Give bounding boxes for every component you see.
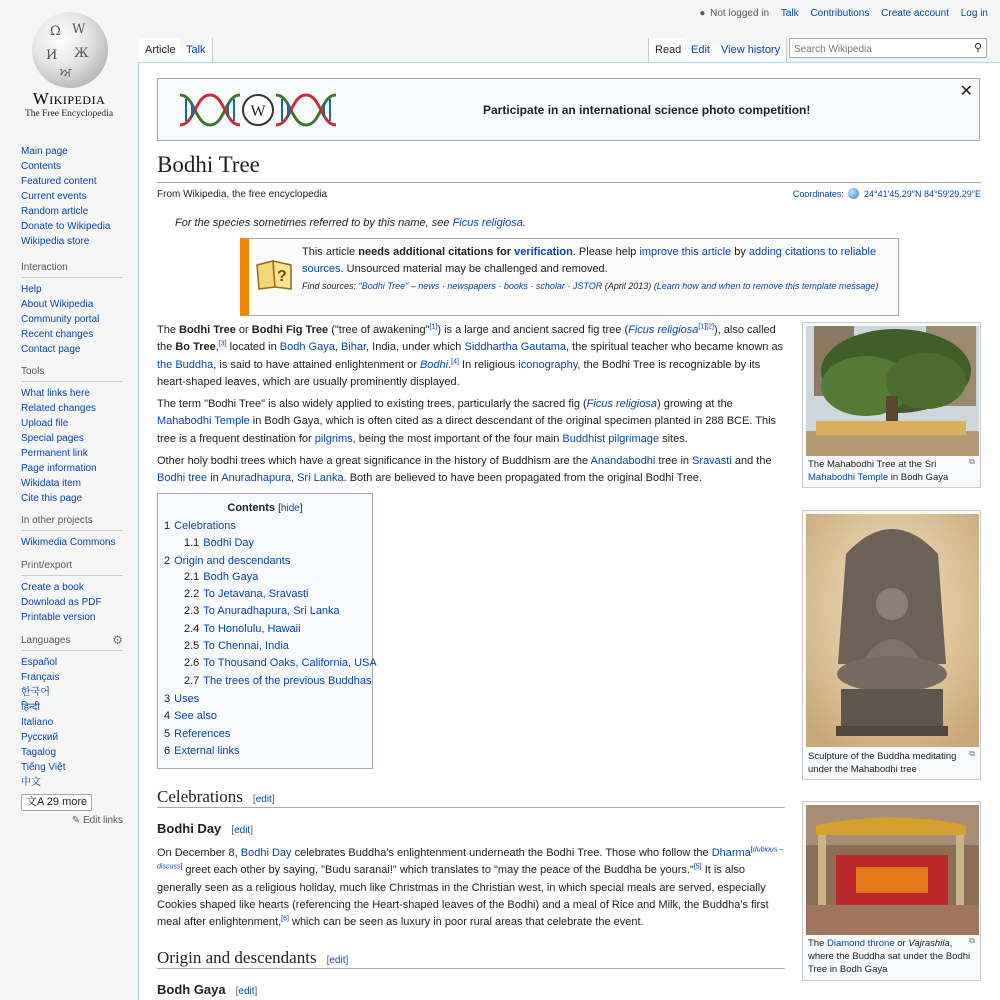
nav-special-pages[interactable]: Special pages	[21, 433, 84, 444]
more-languages-label: 29 more	[46, 796, 88, 808]
diamond-throne-link[interactable]: Diamond throne	[827, 938, 895, 949]
more-languages-button[interactable]	[21, 794, 92, 811]
coordinates-value[interactable]: 24°41′45.29″N 84°59′29.29″E	[863, 189, 981, 199]
toc-item[interactable]: 2.6 To Thousand Oaks, California, USA	[184, 657, 377, 669]
hatnote-link[interactable]: Ficus religiosa	[452, 217, 523, 229]
adding-citations-link[interactable]: adding citations to reliable sources	[302, 246, 877, 275]
section-divider	[157, 807, 785, 808]
nav-languages	[21, 633, 123, 828]
toc-hide-toggle[interactable]: hide	[280, 503, 300, 514]
tools-heading: Tools	[21, 364, 123, 382]
tab-edit[interactable]	[685, 38, 717, 62]
find-jstor[interactable]: JSTOR	[572, 281, 603, 291]
toc-item[interactable]: 2.4 To Honolulu, Hawaii	[184, 623, 301, 635]
tab-view-history[interactable]	[715, 38, 787, 62]
lang-fr[interactable]: Français	[21, 672, 60, 683]
nav-printable-version[interactable]: Printable version	[21, 612, 96, 623]
nav-related-changes[interactable]: Related changes	[21, 403, 97, 414]
coordinates	[793, 188, 981, 199]
site-sub: From Wikipedia, the free encyclopedia	[157, 189, 328, 200]
user-icon: ●	[699, 8, 706, 19]
thumb-caption: The Diamond throne or Vajrashila, where the Buddha sat under the Bodhi Tree in Bodh Gaya	[808, 938, 971, 975]
lang-hi[interactable]: हिन्दी	[21, 702, 40, 713]
nav-download-pdf[interactable]: Download as PDF	[21, 597, 102, 608]
toc-item[interactable]: 2.3 To Anuradhapura, Sri Lanka	[184, 605, 340, 617]
book-question-icon	[255, 259, 295, 291]
dubious-discuss-link[interactable]: dubious – discuss	[157, 846, 784, 871]
section-heading-celebrations: Celebrations [edit]	[157, 787, 275, 806]
contributions-link[interactable]: Contributions	[810, 8, 870, 19]
toc-item[interactable]: 4 See also	[164, 710, 217, 722]
find-bodhi-tree[interactable]: "Bodhi Tree"	[358, 281, 409, 291]
verification-link[interactable]: verification	[514, 246, 573, 258]
bodhi-link[interactable]: Bodhi	[419, 358, 449, 371]
section-divider	[157, 968, 785, 969]
nav-cite-page[interactable]: Cite this page	[21, 493, 83, 504]
banner-message: Participate in an international science photo competition!	[483, 103, 811, 117]
tagline: The Free Encyclopedia	[24, 109, 114, 119]
toc-item[interactable]: 2.5 To Chennai, India	[184, 640, 289, 652]
gear-icon[interactable]: ⚙	[112, 633, 123, 647]
tab-read[interactable]: Read	[648, 38, 688, 62]
svg-text:W: W	[250, 103, 266, 120]
title-divider	[157, 182, 981, 183]
edit-section-link[interactable]: edit	[238, 986, 255, 997]
ref-4[interactable]: [4]	[451, 357, 459, 365]
toc-item[interactable]: 2 Origin and descendants	[164, 555, 291, 567]
nav-upload-file[interactable]: Upload file	[21, 418, 69, 429]
find-close: )	[875, 281, 879, 291]
intro-paragraph-1: The Bodhi Tree or Bodhi Fig Tree ("tree of awakening"[1]) is a large and ancient sacred fig tree (Ficus religiosa[1][2]), also called the Bo Tree,[3] located in Bodh Gaya, Bihar, India, under which Siddhartha Gautama, the spiritual teacher who became known as the Buddha, is said to have attained enlightenment or Bodhi.[4] In religious iconography, the Bodhi Tree is recognizable by its heart-shaped leaves, which are usually prominently displayed.	[157, 323, 784, 388]
hatnote	[175, 217, 526, 229]
wikipedia-logo[interactable]	[0, 0, 138, 130]
section-heading-bodh-gaya: Bodh Gaya [edit]	[157, 982, 258, 997]
tab-talk[interactable]	[180, 38, 213, 62]
bodh-gaya-link[interactable]: Bodh Gaya	[279, 341, 335, 354]
sri-lanka-link[interactable]: Sri Lanka	[297, 472, 344, 485]
toc-title: Contents [hide]	[227, 502, 303, 514]
ref-3[interactable]: [3]	[218, 340, 227, 348]
coordinates-label[interactable]: Coordinates:	[792, 189, 844, 199]
puzzle-globe-icon: Ω W И Ж ਅ	[32, 12, 108, 88]
thumb-caption: The Mahabodhi Tree at the Sri Mahabodhi Temple in Bodh Gaya	[808, 459, 949, 483]
personal-tools	[690, 8, 988, 19]
anuradhapura-link[interactable]: Anuradhapura	[221, 472, 291, 485]
nav-interaction	[21, 260, 123, 357]
find-newspapers[interactable]: newspapers	[447, 281, 496, 291]
globe-icon	[848, 188, 859, 199]
nav-donate[interactable]: Donate to Wikipedia	[21, 221, 111, 232]
page-title: Bodhi Tree	[157, 152, 260, 177]
nav-main-page[interactable]: Main page	[21, 146, 68, 157]
find-sources-label: Find sources:	[302, 281, 359, 291]
wordmark: Wikipedia	[32, 89, 106, 108]
lang-ru[interactable]: Русский	[21, 732, 59, 743]
bodhi-tree-link[interactable]: Bodhi tree	[157, 472, 208, 485]
ambox-t2: needs additional citations for	[358, 246, 515, 258]
ambox-t8: . Unsourced material may be challenged and removed.	[340, 263, 608, 275]
nav-contact[interactable]: Contact page	[21, 344, 81, 355]
find-books[interactable]: books	[503, 281, 528, 291]
search-box	[789, 38, 987, 58]
nav-random-article[interactable]: Random article	[21, 206, 89, 217]
dna-wikipedia-logo	[180, 91, 336, 129]
tab-view-history-label[interactable]: View history	[721, 44, 781, 56]
buddha-sculpture-image[interactable]	[806, 514, 979, 747]
nav-permanent-link[interactable]: Permanent link	[21, 448, 88, 459]
not-logged-in: Not logged in	[710, 8, 770, 19]
bihar-link[interactable]: Bihar	[340, 341, 367, 354]
section-heading-bodhi-day: Bodhi Day [edit]	[157, 821, 253, 836]
nav-current-events[interactable]: Current events	[21, 191, 87, 202]
improve-article-link[interactable]: improve this article	[639, 246, 732, 258]
ref-6[interactable]: [6]	[281, 915, 289, 923]
edit-links-label: Edit links	[82, 815, 123, 826]
table-of-contents	[157, 493, 377, 769]
nav-main	[21, 144, 123, 249]
create-account-link[interactable]: Create account	[881, 8, 949, 19]
find-sources: Find sources: "Bodhi Tree" – news · newspapers · books · scholar · JSTOR (April 2013) (Learn how and when to remove this template message)	[302, 281, 879, 291]
learn-remove-link[interactable]: Learn how and when to remove this template message	[656, 281, 876, 291]
thumbnail-buddha-sculpture	[802, 510, 981, 780]
find-news[interactable]: news	[418, 281, 440, 291]
search-input[interactable]	[790, 41, 968, 59]
nav-store[interactable]: Wikipedia store	[21, 236, 90, 247]
edit-links[interactable]	[21, 813, 123, 828]
nav-contents[interactable]: Contents	[21, 161, 62, 172]
talk-link[interactable]: Talk	[780, 8, 799, 19]
edit-section-link[interactable]: edit	[255, 794, 272, 805]
bodhi-day-link[interactable]: Bodhi Day	[240, 847, 292, 859]
nav-create-book[interactable]: Create a book	[21, 582, 84, 593]
lang-es[interactable]: Español	[21, 657, 58, 668]
dharma-link[interactable]: Dharma	[711, 847, 751, 859]
toc-item[interactable]: 2.1 Bodh Gaya	[184, 571, 259, 583]
ficus-religiosa-link[interactable]: Ficus religiosa	[628, 324, 699, 336]
nav-projects	[21, 513, 123, 550]
thumb-caption: Sculpture of the Buddha meditating under the Mahabodhi tree	[808, 751, 957, 775]
find-date: (April 2013) (	[602, 281, 657, 291]
ambox-t6: by	[731, 246, 749, 258]
projects-heading: In other projects	[21, 513, 123, 531]
section-heading-origin: Origin and descendants [edit]	[157, 948, 349, 967]
nav-about[interactable]: About Wikipedia	[21, 299, 94, 310]
hatnote-text: For the species sometimes referred to by this name, see	[175, 217, 453, 229]
edit-section-link[interactable]: edit	[329, 955, 346, 966]
lang-tl[interactable]: Tagalog	[21, 747, 57, 758]
pilgrims-link[interactable]: pilgrims	[314, 432, 353, 445]
find-dash: –	[408, 281, 419, 291]
tab-edit-label[interactable]: Edit	[691, 44, 710, 56]
nav-page-information[interactable]: Page information	[21, 463, 97, 474]
intro-paragraph-3: Other holy bodhi trees which have a great significance in the history of Buddhism are the Anandabodhi tree in Sravasti and the Bodhi tree in Anuradhapura, Sri Lanka. Both are believed to have been propagated from the original Bodhi Tree.	[157, 455, 772, 485]
thumbnail-mahabodhi-tree	[802, 322, 981, 488]
ref-5[interactable]: [5]	[693, 863, 702, 871]
tab-article[interactable]: Article	[139, 38, 183, 62]
edit-section-link[interactable]: edit	[234, 825, 251, 836]
search-icon[interactable]: ⚲	[973, 42, 982, 54]
nav-print	[21, 558, 123, 625]
iconography-link[interactable]: iconography	[518, 358, 578, 371]
find-scholar[interactable]: scholar	[535, 281, 565, 291]
toc-item[interactable]: 1 Celebrations	[164, 520, 236, 532]
lang-it[interactable]: Italiano	[21, 717, 54, 728]
enlarge-icon[interactable]: ⧉	[969, 457, 975, 466]
nav-featured-content[interactable]: Featured content	[21, 176, 97, 187]
sravasti-link[interactable]: Sravasti	[692, 455, 732, 467]
nav-tools	[21, 364, 123, 506]
thumbnail-diamond-throne	[802, 801, 981, 981]
nav-help[interactable]: Help	[21, 284, 42, 295]
diamond-throne-image[interactable]	[806, 805, 979, 935]
svg-text:?: ?	[277, 268, 287, 285]
intro-paragraph-2: The term "Bodhi Tree" is also widely applied to existing trees, particularly the sacred fig (Ficus religiosa) growing at the Mahabodhi Temple in Bodh Gaya, which is often cited as a direct descendant of the original specimen planted in 288 BCE. This tree is a frequent destination for pilgrims, being the most important of the four main Buddhist pilgrimage sites.	[157, 398, 777, 445]
lang-ko[interactable]: 한국어	[21, 687, 50, 698]
ambox-t4: . Please help	[572, 246, 640, 258]
ambox-t1: This article	[302, 246, 359, 258]
toc-item[interactable]: 2.7 The trees of the previous Buddhas	[184, 675, 372, 687]
toc-item[interactable]: 1.1 Bodhi Day	[184, 537, 255, 549]
toc-item[interactable]: 5 References	[164, 728, 231, 740]
enlarge-icon[interactable]: ⧉	[969, 936, 975, 945]
close-icon[interactable]: ✕	[959, 83, 973, 100]
nav-community-portal[interactable]: Community portal	[21, 314, 100, 325]
enlarge-icon[interactable]: ⧉	[969, 749, 975, 758]
toc-item[interactable]: 2.2 To Jetavana, Sravasti	[184, 588, 309, 600]
nav-what-links-here[interactable]: What links here	[21, 388, 90, 399]
pencil-icon: ✎	[71, 815, 81, 826]
toc-item[interactable]: 3 Uses	[164, 693, 200, 705]
lang-vi[interactable]: Tiếng Việt	[21, 762, 66, 773]
campaign-banner[interactable]	[157, 78, 980, 141]
nav-wikidata-item[interactable]: Wikidata item	[21, 478, 82, 489]
toc-item[interactable]: 6 External links	[164, 745, 240, 757]
nav-wikimedia-commons[interactable]: Wikimedia Commons	[21, 537, 116, 548]
hatnote-end: .	[522, 217, 526, 229]
ref-1-2[interactable]: [1][2]	[698, 323, 714, 331]
interaction-heading: Interaction	[21, 260, 123, 278]
translate-icon: 文A	[26, 796, 44, 808]
citation-needed-box	[240, 238, 899, 316]
siddhartha-link[interactable]: Siddhartha Gautama	[464, 341, 566, 354]
buddhist-pilgrimage-link[interactable]: Buddhist pilgrimage	[562, 432, 660, 445]
bodhi-day-paragraph: On December 8, Bodhi Day celebrates Buddha's enlightenment underneath the Bodhi Tree. Those who follow the Dharma[dubious – discuss] greet each other by saying, "Budu saranai!" which translates to "may the peace of the Buddha be yours."[5] It is also generally seen as a religious holiday, much like Christmas in the Christian west, in which special meals are served, especially Cookies shaped like hearts (referencing the Heart-shaped leaves of the Bodhi) and a meal of Rice and Milk, the Buddha's first meal after enlightenment,[6] which can be seen as luxury in poor rural areas that celebrate the event.	[157, 846, 784, 929]
ficus-religiosa-link-2[interactable]: Ficus religiosa	[586, 398, 657, 410]
toc-title-label: Contents	[227, 502, 276, 514]
log-in-link[interactable]: Log in	[960, 8, 988, 19]
ref-1[interactable]: [1]	[429, 323, 438, 331]
nav-recent-changes[interactable]: Recent changes	[21, 329, 94, 340]
mahabodhi-tree-image[interactable]	[806, 326, 979, 456]
languages-heading: Languages	[21, 635, 71, 646]
tab-talk-label[interactable]: Talk	[186, 44, 206, 56]
the-buddha-link[interactable]: the Buddha	[157, 358, 214, 371]
anandabodhi-link[interactable]: Anandabodhi	[590, 455, 656, 467]
print-heading: Print/export	[21, 558, 123, 576]
lang-zh[interactable]: 中文	[21, 777, 41, 788]
mahabodhi-temple-link[interactable]: Mahabodhi Temple	[157, 415, 250, 428]
mahabodhi-temple-caption-link[interactable]: Mahabodhi Temple	[808, 472, 889, 483]
